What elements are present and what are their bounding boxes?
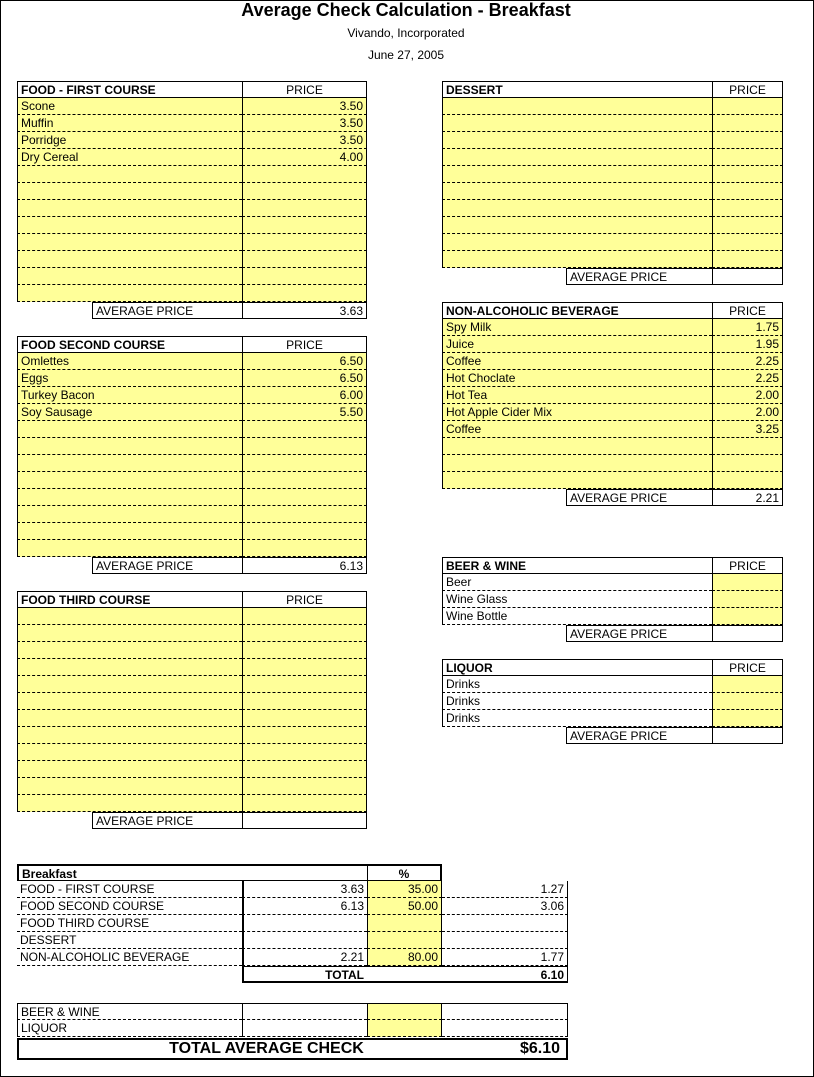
average-price-label: AVERAGE PRICE xyxy=(566,268,712,285)
table-row xyxy=(17,523,367,540)
average-price-value: 6.13 xyxy=(242,557,367,574)
item-price-cell[interactable] xyxy=(712,693,783,710)
table-row xyxy=(17,676,367,693)
item-price-cell[interactable] xyxy=(712,183,783,200)
beer-wine-table xyxy=(442,557,783,642)
summary-row-label: DESSERT xyxy=(17,932,242,949)
table-row xyxy=(17,268,367,285)
table-row xyxy=(17,710,367,727)
average-row xyxy=(442,489,783,506)
item-price-cell[interactable] xyxy=(242,727,367,744)
table-row xyxy=(442,251,783,268)
summary-table xyxy=(17,864,568,983)
item-price-cell[interactable] xyxy=(242,251,367,268)
item-name-cell[interactable] xyxy=(442,132,712,149)
item-price-cell[interactable] xyxy=(242,523,367,540)
summary-row-label: FOOD - FIRST COURSE xyxy=(17,881,242,898)
item-price-cell[interactable]: 2.00 xyxy=(712,387,783,404)
item-name-cell[interactable] xyxy=(17,421,242,438)
summary-row-percent[interactable] xyxy=(367,932,442,949)
average-price-label: AVERAGE PRICE xyxy=(92,302,242,319)
item-price-cell[interactable] xyxy=(242,234,367,251)
item-price-cell[interactable] xyxy=(242,778,367,795)
table-row xyxy=(442,319,783,336)
item-name-cell[interactable] xyxy=(17,455,242,472)
table-row xyxy=(442,115,783,132)
item-name-cell[interactable] xyxy=(17,676,242,693)
summary-row xyxy=(17,881,568,898)
price-header: PRICE xyxy=(242,336,367,353)
item-price-cell[interactable] xyxy=(712,200,783,217)
item-name-cell[interactable] xyxy=(17,285,242,302)
extras-row-percent[interactable] xyxy=(367,1003,442,1020)
average-row xyxy=(17,302,367,319)
item-price-cell[interactable] xyxy=(242,217,367,234)
dessert-table xyxy=(442,81,783,285)
table-row xyxy=(442,370,783,387)
summary-row-label: FOOD SECOND COURSE xyxy=(17,898,242,915)
table-row xyxy=(17,217,367,234)
summary-row-average: 6.13 xyxy=(242,898,367,915)
average-price-value: 2.21 xyxy=(712,489,783,506)
item-price-cell[interactable] xyxy=(242,659,367,676)
item-name-cell[interactable] xyxy=(17,727,242,744)
summary-row-average: 2.21 xyxy=(242,949,367,966)
item-price-cell[interactable] xyxy=(242,285,367,302)
item-name-cell[interactable] xyxy=(442,115,712,132)
table-row xyxy=(442,438,783,455)
section-title: LIQUOR xyxy=(442,659,712,676)
average-row xyxy=(442,727,783,744)
summary-row-value xyxy=(442,915,568,932)
extras-row-value xyxy=(442,1003,568,1020)
table-row xyxy=(17,115,367,132)
item-name-cell[interactable] xyxy=(442,455,712,472)
item-price-cell[interactable] xyxy=(242,438,367,455)
section-title: NON-ALCOHOLIC BEVERAGE xyxy=(442,302,712,319)
item-name-cell[interactable]: Soy Sausage xyxy=(17,404,242,421)
table-row xyxy=(17,472,367,489)
table-row xyxy=(442,98,783,115)
item-name-cell[interactable] xyxy=(17,166,242,183)
table-row xyxy=(17,387,367,404)
extras-row xyxy=(17,1020,568,1037)
summary-row-average: 3.63 xyxy=(242,881,367,898)
summary-row-value: 1.27 xyxy=(442,881,568,898)
average-row xyxy=(442,268,783,285)
average-price-label: AVERAGE PRICE xyxy=(566,625,712,642)
liquor-table xyxy=(442,659,783,744)
item-name-cell[interactable] xyxy=(17,234,242,251)
table-header xyxy=(442,302,783,319)
table-row xyxy=(442,132,783,149)
section-title: FOOD SECOND COURSE xyxy=(17,336,242,353)
item-name-cell[interactable] xyxy=(17,506,242,523)
item-price-cell[interactable] xyxy=(712,166,783,183)
table-row xyxy=(17,149,367,166)
table-row xyxy=(17,625,367,642)
extras-row-average xyxy=(242,1020,367,1037)
item-name-cell[interactable] xyxy=(442,251,712,268)
item-price-cell[interactable] xyxy=(242,268,367,285)
total-spacer xyxy=(367,966,442,983)
item-price-cell[interactable]: 4.00 xyxy=(242,149,367,166)
table-row xyxy=(17,132,367,149)
item-name-cell[interactable] xyxy=(442,217,712,234)
price-header: PRICE xyxy=(712,302,783,319)
average-row xyxy=(442,625,783,642)
average-price-value xyxy=(712,625,783,642)
item-price-cell[interactable] xyxy=(712,455,783,472)
item-name-cell[interactable] xyxy=(17,268,242,285)
item-price-cell[interactable] xyxy=(242,676,367,693)
table-row xyxy=(17,251,367,268)
extras-row-value xyxy=(442,1020,568,1037)
price-header: PRICE xyxy=(242,591,367,608)
average-price-label: AVERAGE PRICE xyxy=(566,489,712,506)
item-price-cell[interactable]: 2.00 xyxy=(712,404,783,421)
item-name-cell[interactable]: Drinks xyxy=(442,693,712,710)
item-name-cell[interactable] xyxy=(442,234,712,251)
table-row xyxy=(442,608,783,625)
table-header xyxy=(442,557,783,574)
average-price-value xyxy=(712,268,783,285)
item-name-cell[interactable] xyxy=(17,540,242,557)
item-price-cell[interactable] xyxy=(712,217,783,234)
first-course-table xyxy=(17,81,367,319)
table-row xyxy=(442,693,783,710)
extras-row-percent[interactable] xyxy=(367,1020,442,1037)
item-name-cell[interactable] xyxy=(17,217,242,234)
item-price-cell[interactable] xyxy=(242,455,367,472)
table-row xyxy=(17,727,367,744)
table-row xyxy=(17,285,367,302)
summary-row-percent[interactable]: 80.00 xyxy=(367,949,442,966)
section-title: FOOD - FIRST COURSE xyxy=(17,81,242,98)
item-price-cell[interactable] xyxy=(712,591,783,608)
item-price-cell[interactable]: 6.00 xyxy=(242,387,367,404)
item-name-cell[interactable] xyxy=(17,642,242,659)
total-value: 6.10 xyxy=(442,966,568,983)
item-price-cell[interactable] xyxy=(242,693,367,710)
price-header: PRICE xyxy=(712,81,783,98)
summary-row-label: NON-ALCOHOLIC BEVERAGE xyxy=(17,949,242,966)
item-price-cell[interactable]: 1.75 xyxy=(712,319,783,336)
average-row xyxy=(17,557,367,574)
item-name-cell[interactable] xyxy=(17,710,242,727)
item-price-cell[interactable] xyxy=(712,710,783,727)
summary-header xyxy=(17,864,568,881)
item-name-cell[interactable] xyxy=(442,183,712,200)
table-row xyxy=(17,506,367,523)
table-row xyxy=(442,217,783,234)
item-name-cell[interactable] xyxy=(17,438,242,455)
non-alcoholic-table xyxy=(442,302,783,506)
item-price-cell[interactable] xyxy=(712,608,783,625)
item-name-cell[interactable]: Hot Tea xyxy=(442,387,712,404)
table-row xyxy=(17,404,367,421)
percent-header: % xyxy=(367,864,442,881)
item-price-cell[interactable] xyxy=(712,574,783,591)
item-price-cell[interactable] xyxy=(242,744,367,761)
item-name-cell[interactable] xyxy=(17,761,242,778)
average-row xyxy=(17,812,367,829)
item-name-cell[interactable] xyxy=(17,744,242,761)
item-price-cell[interactable] xyxy=(242,200,367,217)
item-name-cell[interactable] xyxy=(442,98,712,115)
item-price-cell[interactable] xyxy=(712,98,783,115)
section-title: FOOD THIRD COURSE xyxy=(17,591,242,608)
item-name-cell[interactable]: Turkey Bacon xyxy=(17,387,242,404)
table-row xyxy=(17,795,367,812)
table-row xyxy=(17,183,367,200)
item-price-cell[interactable] xyxy=(242,166,367,183)
item-price-cell[interactable]: 3.50 xyxy=(242,98,367,115)
item-price-cell[interactable] xyxy=(242,506,367,523)
item-price-cell[interactable] xyxy=(712,234,783,251)
item-price-cell[interactable] xyxy=(242,608,367,625)
third-course-table xyxy=(17,591,367,829)
item-name-cell[interactable] xyxy=(442,166,712,183)
item-name-cell[interactable] xyxy=(17,795,242,812)
price-header: PRICE xyxy=(712,659,783,676)
item-name-cell[interactable]: Spy Milk xyxy=(442,319,712,336)
average-price-value: 3.63 xyxy=(242,302,367,319)
summary-title: Breakfast xyxy=(17,864,367,881)
summary-row-percent[interactable]: 35.00 xyxy=(367,881,442,898)
table-row xyxy=(17,353,367,370)
grand-total-value: $6.10 xyxy=(519,1040,560,1057)
average-price-label: AVERAGE PRICE xyxy=(92,812,242,829)
item-name-cell[interactable]: Dry Cereal xyxy=(17,149,242,166)
table-row xyxy=(17,98,367,115)
table-header xyxy=(17,81,367,98)
table-row xyxy=(442,234,783,251)
item-price-cell[interactable]: 2.25 xyxy=(712,370,783,387)
item-name-cell[interactable] xyxy=(17,489,242,506)
item-price-cell[interactable] xyxy=(242,421,367,438)
item-name-cell[interactable] xyxy=(17,523,242,540)
summary-total-row xyxy=(17,966,568,983)
table-row xyxy=(17,234,367,251)
item-price-cell[interactable] xyxy=(712,115,783,132)
table-row xyxy=(17,489,367,506)
item-price-cell[interactable] xyxy=(712,251,783,268)
table-row xyxy=(17,642,367,659)
table-row xyxy=(442,472,783,489)
summary-row xyxy=(17,915,568,932)
item-price-cell[interactable] xyxy=(712,472,783,489)
item-name-cell[interactable]: Omlettes xyxy=(17,353,242,370)
total-label: TOTAL xyxy=(242,966,367,983)
table-row xyxy=(17,608,367,625)
item-name-cell[interactable]: Coffee xyxy=(442,353,712,370)
summary-row xyxy=(17,932,568,949)
item-price-cell[interactable]: 6.50 xyxy=(242,370,367,387)
table-row xyxy=(17,659,367,676)
table-row xyxy=(442,183,783,200)
section-title: DESSERT xyxy=(442,81,712,98)
summary-row-value: 1.77 xyxy=(442,949,568,966)
item-price-cell[interactable] xyxy=(712,438,783,455)
table-row xyxy=(17,540,367,557)
item-price-cell[interactable] xyxy=(242,795,367,812)
table-row xyxy=(442,455,783,472)
table-row xyxy=(17,761,367,778)
item-name-cell[interactable] xyxy=(442,149,712,166)
table-row xyxy=(17,370,367,387)
item-name-cell[interactable]: Wine Glass xyxy=(442,591,712,608)
item-name-cell[interactable] xyxy=(17,693,242,710)
grand-total-row xyxy=(17,1038,568,1060)
table-row xyxy=(17,455,367,472)
table-row xyxy=(442,336,783,353)
item-name-cell[interactable] xyxy=(442,472,712,489)
item-name-cell[interactable]: Coffee xyxy=(442,421,712,438)
average-price-label: AVERAGE PRICE xyxy=(92,557,242,574)
table-row xyxy=(442,387,783,404)
item-price-cell[interactable] xyxy=(712,676,783,693)
table-row xyxy=(17,744,367,761)
table-row xyxy=(17,778,367,795)
item-name-cell[interactable] xyxy=(442,438,712,455)
summary-row-average xyxy=(242,932,367,949)
item-price-cell[interactable] xyxy=(242,183,367,200)
table-row xyxy=(442,710,783,727)
section-title: BEER & WINE xyxy=(442,557,712,574)
table-row xyxy=(442,200,783,217)
item-price-cell[interactable]: 3.50 xyxy=(242,132,367,149)
table-row xyxy=(442,166,783,183)
table-row xyxy=(442,591,783,608)
summary-row xyxy=(17,898,568,915)
item-price-cell[interactable]: 6.50 xyxy=(242,353,367,370)
table-row xyxy=(442,353,783,370)
item-name-cell[interactable]: Hot Choclate xyxy=(442,370,712,387)
price-header: PRICE xyxy=(242,81,367,98)
extras-row-label: BEER & WINE xyxy=(17,1003,242,1020)
table-header xyxy=(17,591,367,608)
table-row xyxy=(442,149,783,166)
price-header: PRICE xyxy=(712,557,783,574)
table-row xyxy=(442,676,783,693)
table-row xyxy=(17,438,367,455)
item-name-cell[interactable]: Porridge xyxy=(17,132,242,149)
item-price-cell[interactable] xyxy=(242,540,367,557)
average-price-label: AVERAGE PRICE xyxy=(566,727,712,744)
summary-row-value xyxy=(442,932,568,949)
item-name-cell[interactable]: Wine Bottle xyxy=(442,608,712,625)
table-row xyxy=(17,200,367,217)
item-price-cell[interactable] xyxy=(242,625,367,642)
item-price-cell[interactable] xyxy=(242,472,367,489)
item-name-cell[interactable] xyxy=(17,625,242,642)
item-name-cell[interactable] xyxy=(17,659,242,676)
item-name-cell[interactable]: Eggs xyxy=(17,370,242,387)
summary-row-average xyxy=(242,915,367,932)
page-title: Average Check Calculation - Breakfast xyxy=(241,0,571,20)
item-name-cell[interactable] xyxy=(17,778,242,795)
summary-row-percent[interactable] xyxy=(367,915,442,932)
summary-row-label: FOOD THIRD COURSE xyxy=(17,915,242,932)
average-price-value xyxy=(712,727,783,744)
item-price-cell[interactable]: 2.25 xyxy=(712,353,783,370)
item-name-cell[interactable]: Beer xyxy=(442,574,712,591)
summary-row xyxy=(17,949,568,966)
item-price-cell[interactable]: 3.25 xyxy=(712,421,783,438)
average-price-value xyxy=(242,812,367,829)
table-header xyxy=(442,81,783,98)
table-row xyxy=(442,421,783,438)
extras-row xyxy=(17,1003,568,1020)
item-name-cell[interactable] xyxy=(17,183,242,200)
item-name-cell[interactable] xyxy=(17,200,242,217)
item-name-cell[interactable] xyxy=(17,608,242,625)
table-row xyxy=(17,166,367,183)
table-row xyxy=(442,404,783,421)
item-name-cell[interactable]: Hot Apple Cider Mix xyxy=(442,404,712,421)
summary-row-percent[interactable]: 50.00 xyxy=(367,898,442,915)
item-price-cell[interactable] xyxy=(242,642,367,659)
item-price-cell[interactable] xyxy=(712,149,783,166)
extras-table xyxy=(17,1003,568,1037)
extras-row-average xyxy=(242,1003,367,1020)
second-course-table xyxy=(17,336,367,574)
item-name-cell[interactable]: Scone xyxy=(17,98,242,115)
item-price-cell[interactable]: 1.95 xyxy=(712,336,783,353)
item-price-cell[interactable] xyxy=(242,761,367,778)
table-row xyxy=(17,421,367,438)
item-price-cell[interactable] xyxy=(242,710,367,727)
table-row xyxy=(442,574,783,591)
item-name-cell[interactable] xyxy=(17,472,242,489)
item-name-cell[interactable] xyxy=(442,200,712,217)
item-price-cell[interactable] xyxy=(242,489,367,506)
table-row xyxy=(17,693,367,710)
extras-row-label: LIQUOR xyxy=(17,1020,242,1037)
company-name: Vivando, Incorporated xyxy=(347,26,465,40)
table-header xyxy=(17,336,367,353)
item-name-cell[interactable]: Juice xyxy=(442,336,712,353)
item-price-cell[interactable]: 3.50 xyxy=(242,115,367,132)
report-date: June 27, 2005 xyxy=(367,48,445,62)
item-name-cell[interactable]: Muffin xyxy=(17,115,242,132)
item-name-cell[interactable]: Drinks xyxy=(442,676,712,693)
item-price-cell[interactable] xyxy=(712,132,783,149)
item-price-cell[interactable]: 5.50 xyxy=(242,404,367,421)
summary-row-value: 3.06 xyxy=(442,898,568,915)
item-name-cell[interactable] xyxy=(17,251,242,268)
item-name-cell[interactable]: Drinks xyxy=(442,710,712,727)
table-header xyxy=(442,659,783,676)
grand-total-label: TOTAL AVERAGE CHECK xyxy=(169,1040,364,1057)
